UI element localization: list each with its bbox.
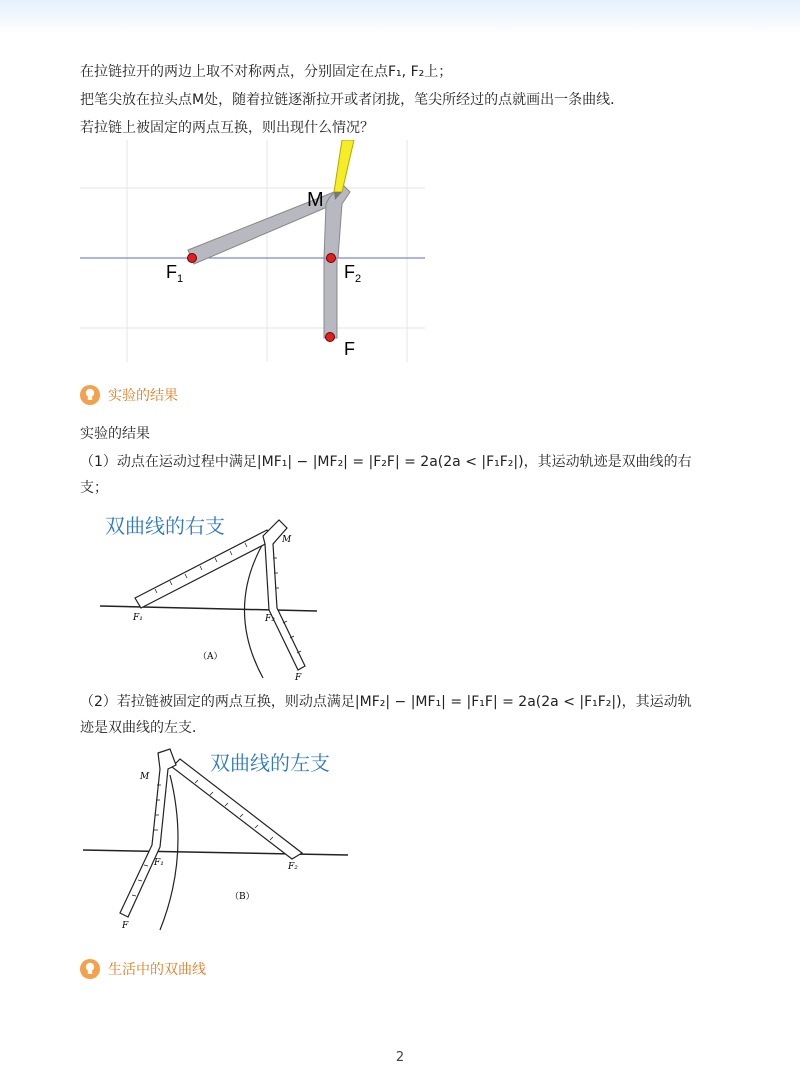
result-p1-line2: 支； (80, 480, 108, 496)
svg-text:（A）: （A） (198, 652, 223, 662)
section-title: 实验的结果 (108, 388, 178, 404)
svg-text:F₁: F₁ (133, 613, 143, 623)
section-title: 生活中的双曲线 (108, 962, 206, 978)
label-f1: $F_1$ (166, 262, 184, 285)
section-experiment-result (80, 384, 178, 406)
lightbulb-icon (80, 385, 100, 405)
result-p2-line2: 迹是双曲线的左支． (80, 720, 206, 736)
intro-line-1: 在拉链拉开的两边上取不对称两点，分别固定在点F₁, F₂上； (80, 64, 453, 80)
figure-title: 双曲线的右支 (105, 516, 225, 538)
result-p1-line1: （1）动点在运动过程中满足|MF₁| − |MF₂| = |F₂F| = 2a(2a < |F₁F₂|)，其运动轨迹是双曲线的右 (80, 454, 692, 470)
svg-text:F₂: F₂ (265, 614, 275, 624)
svg-text:F₂: F₂ (288, 862, 298, 872)
svg-text:F: F (295, 673, 302, 683)
pencil-icon (334, 140, 354, 192)
lightbulb-icon (80, 959, 100, 979)
svg-text:M: M (140, 772, 150, 782)
svg-text:F₁: F₁ (154, 858, 164, 868)
label-f2: $F_2$ (344, 262, 362, 285)
point-f (326, 333, 335, 342)
zipper-strip-f (324, 258, 337, 338)
svg-text:（B）: （B） (230, 892, 255, 902)
result-p2-line1: （2）若拉链被固定的两点互换，则动点满足|MF₂| − |MF₁| = |F₁F| = 2a(2a < |F₁F₂|)，其运动轨 (80, 694, 692, 710)
label-m: M (307, 189, 324, 211)
svg-text:F: F (122, 921, 129, 931)
point-f1 (188, 254, 197, 263)
figure-title: 双曲线的左支 (210, 753, 330, 775)
section-life-hyperbola (80, 958, 206, 980)
page-number: 2 (395, 1050, 405, 1065)
figure-left-branch (80, 745, 350, 935)
point-f2 (327, 254, 336, 263)
label-f: F (344, 339, 355, 359)
figure-right-branch (95, 508, 330, 683)
header-band (0, 0, 800, 34)
svg-text:M: M (282, 535, 292, 545)
result-heading: 实验的结果 (80, 426, 150, 442)
zipper-diagram (80, 140, 430, 365)
intro-line-3: 若拉链上被固定的两点互换，则出现什么情况？ (80, 120, 374, 136)
intro-line-2: 把笔尖放在拉头点M处，随着拉链逐渐拉开或者闭拢，笔尖所经过的点就画出一条曲线． (80, 92, 625, 108)
